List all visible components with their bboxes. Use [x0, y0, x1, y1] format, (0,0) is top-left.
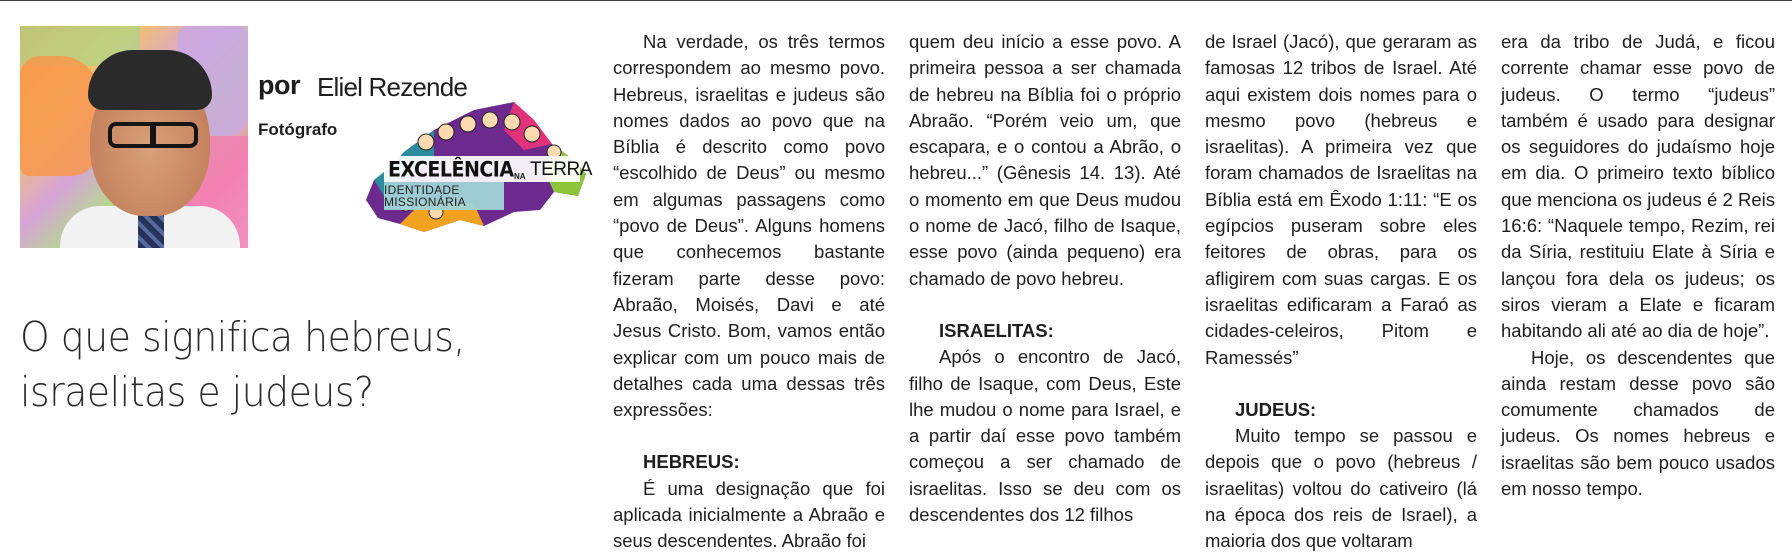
logo-subtitle: [384, 184, 466, 208]
logo-subtitle-line1: IDENTIDADE: [384, 183, 460, 197]
israelitas-paragraph-part2: de Israel (Jacó), que geraram as famosas 12 tribos de Israel. Até aqui existem dois nomes para o mesmo povo (hebreus e israelitas). A primeira vez que foram chamados de Israelitas na Bíblia está em Êxodo 1:11: “E os egípcios puseram sobre eles feitores de obras, para os afligirem com suas cargas. E os israelitas edificaram a Faraó as cidades-celeiros, Pitom e Ramessés”: [1205, 31, 1477, 368]
text-column-3: [1205, 29, 1477, 555]
author-role: Fotógrafo: [258, 120, 338, 139]
logo-word-na: NA: [514, 172, 526, 181]
article-headline: [20, 310, 498, 420]
headline-line2: israelitas e judeus?: [20, 368, 374, 416]
israelitas-paragraph-part1: Após o encontro de Jacó, filho de Isaque, com Deus, Este lhe mudou o nome para Israel, e a partir daí esse povo também começou a ser chamado de israelitas. Isso se deu com os descendentes dos 12 filhos: [909, 346, 1181, 526]
heading-hebreus: HEBREUS:: [643, 451, 740, 473]
hebreus-paragraph-part2: quem deu início a esse povo. A primeira pessoa a ser chamada de hebreu na Bíblia foi o próprio Abraão. “Porém veio um, que escapara, e o contou a Abrão, o hebreu...” (Gênesis 14. 13). Até o momento em que Deus mudou o nome de Jacó, filho de Isaque, esse povo (ainda pequeno) era chamado de povo hebreu.: [909, 31, 1181, 289]
headline-line1: O que significa hebreus,: [20, 313, 465, 361]
byline-prefix: por: [258, 70, 300, 100]
heading-israelitas: ISRAELITAS:: [939, 319, 1054, 341]
logo-subtitle-line2: MISSIONÁRIA: [384, 195, 466, 209]
text-column-4: [1501, 29, 1775, 502]
logo-word-terra: TERRA: [530, 159, 592, 180]
hebreus-paragraph-part1: É uma designação que foi aplicada inicialmente a Abraão e seus descendentes. Abraão foi: [613, 477, 885, 552]
text-column-2: [909, 29, 1181, 528]
top-rule: [0, 0, 1792, 1]
closing-paragraph: Hoje, os descendentes que ainda restam desse povo são comumente chamados de judeus. Os nomes hebreus e israelitas são bem pouco usados em nosso tempo.: [1501, 346, 1775, 500]
intro-paragraph: Na verdade, os três termos correspondem ao mesmo povo. Hebreus, israelitas e judeus são nomes dados ao povo que na Bíblia é descrito como povo “escolhido de Deus” ou mesmo em algumas passagens como “povo de Deus”. Alguns homens que conhecemos bastante fizeram parte desse povo: Abraão, Moisés, Davi e até Jesus Cristo. Bom, vamos então explicar com um pouco mais de detalhes cada uma dessas três expressões:: [613, 31, 885, 421]
judeus-paragraph-part2: era da tribo de Judá, e ficou corrente chamar esse povo de judeus. O termo “judeus” também é usado para designar os seguidores do judaísmo hoje em dia. O primeiro texto bíblico que menciona os judeus é 2 Reis 16:6: “Naquele tempo, Rezim, rei da Síria, restituiu Elate à Síria e lançou fora dela os judeus; os siros vieram a Elate e ficaram habitando ali até ao dia de hoje”.: [1501, 31, 1775, 342]
text-column-1: [613, 29, 885, 555]
author-photo: [20, 26, 248, 248]
judeus-paragraph-part1: Muito tempo se passou e depois que o povo (hebreus / israelitas) voltou do cativeiro (lá na época dos reis de Israel), a maioria dos que voltaram: [1205, 425, 1477, 552]
heading-judeus: JUDEUS:: [1235, 398, 1317, 420]
logo-word-excelencia: EXCELÊNCIA: [388, 157, 514, 183]
author-name: Eliel Rezende: [317, 72, 468, 102]
